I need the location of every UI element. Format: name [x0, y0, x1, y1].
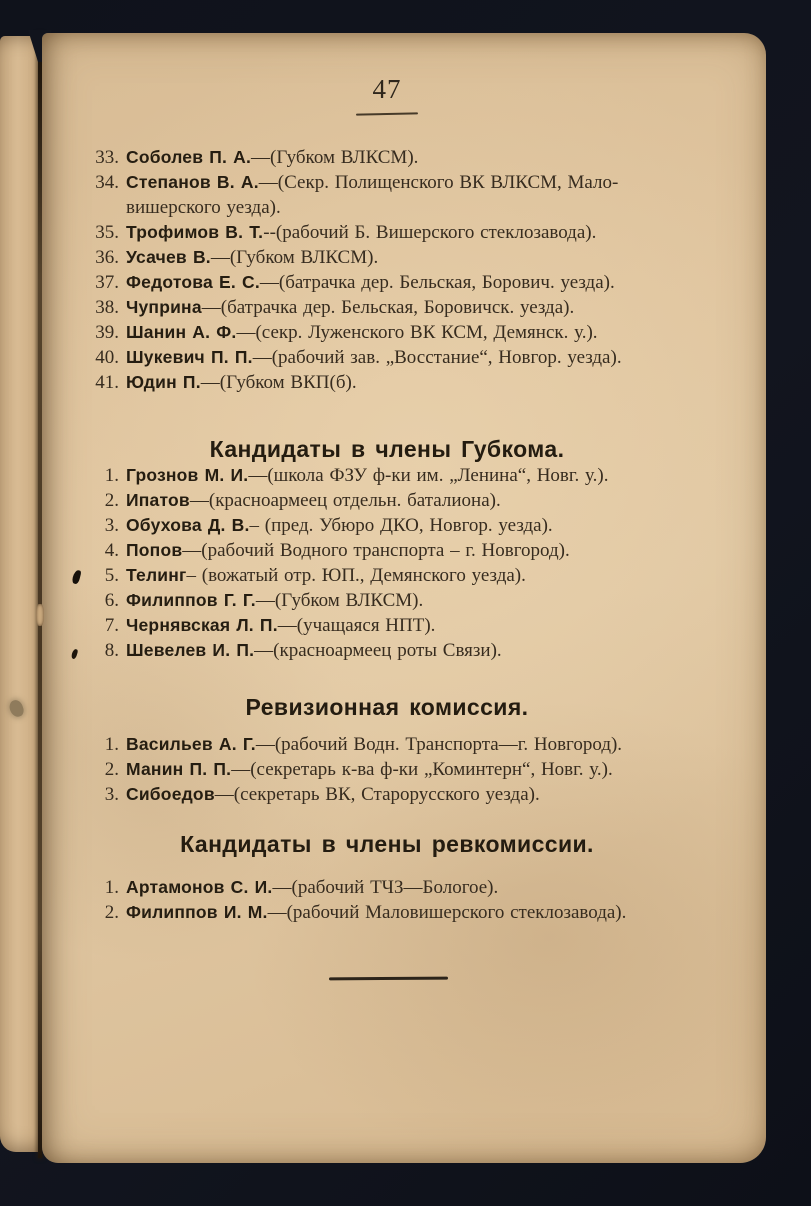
list-item [89, 732, 738, 757]
item-name: Чуприна [126, 297, 202, 317]
item-name: Попов [126, 540, 183, 560]
list-item [89, 170, 738, 220]
section-heading: Кандидаты в члены Губкома. [209, 436, 565, 462]
end-of-list-rule [329, 977, 448, 981]
item-description: —(красноармеец роты Связи). [254, 640, 502, 661]
item-description-continued: вишерского уезда). [126, 197, 281, 218]
list-item [89, 488, 738, 513]
item-description: —(Секр. Полищенского ВК ВЛКСМ, Мало- [258, 172, 619, 193]
item-number: 1. [104, 877, 119, 898]
item-number: 38. [95, 297, 119, 318]
list-item [89, 782, 738, 807]
item-name: Соболев П. А. [126, 147, 252, 167]
item-description: —(школа ФЗУ ф-ки им. „Ленина“, Новг. у.). [248, 465, 609, 486]
item-number: 1. [104, 465, 119, 486]
item-name: Обухова Д. В. [126, 515, 250, 535]
item-description: —(красноармеец отдельн. баталиона). [189, 490, 501, 511]
section-heading: Ревизионная комиссия. [245, 694, 529, 720]
item-number: 41. [95, 372, 119, 393]
item-description: – (пред. Убюро ДКО, Новгор. уезда). [249, 515, 553, 536]
item-name: Сибоедов [126, 784, 215, 804]
binding-stitch [36, 604, 44, 626]
document-page [42, 33, 766, 1163]
item-description: —(батрачка дер. Бельская, Боровичск. уезда). [201, 297, 575, 318]
item-number: 35. [95, 222, 119, 243]
item-name: Филиппов И. М. [126, 902, 268, 922]
item-number: 2. [104, 902, 119, 923]
list-item [89, 295, 738, 320]
item-description: —(рабочий Маловишерского стеклозавода). [267, 902, 627, 923]
list-item [89, 370, 738, 395]
list-item [89, 245, 738, 270]
list-item [89, 220, 738, 245]
page-number-underline [356, 112, 418, 115]
item-description: —(рабочий зав. „Восстание“, Новгор. уезда). [252, 347, 622, 368]
ink-mark [71, 569, 81, 584]
item-description: —(секр. Луженского ВК КСМ, Демянск. у.). [236, 322, 598, 343]
item-name: Трофимов В. Т. [126, 222, 264, 242]
facing-page-edge [0, 36, 40, 1152]
item-description: – (вожатый отр. ЮП., Демянского уезда). [186, 565, 526, 586]
page-number: 47 [372, 74, 402, 104]
item-description: —(секретарь ВК, Старорусского уезда). [214, 784, 540, 805]
item-description: —(Губком ВЛКСМ). [210, 247, 379, 268]
item-description: --(рабочий Б. Вишерского стеклозавода). [263, 222, 597, 243]
list-item [89, 320, 738, 345]
item-number: 40. [95, 347, 119, 368]
ink-mark [71, 648, 79, 659]
item-description: —(Губком ВКП(б). [200, 372, 357, 393]
list-item [89, 613, 738, 638]
item-number: 4. [104, 540, 119, 561]
item-number: 3. [104, 515, 119, 536]
list-item [89, 538, 738, 563]
item-name: Васильев А. Г. [126, 734, 256, 754]
list-item [89, 588, 738, 613]
item-number: 6. [104, 590, 119, 611]
item-number: 8. [104, 640, 119, 661]
item-name: Степанов В. А. [126, 172, 259, 192]
item-number: 7. [104, 615, 119, 636]
item-name: Грознов М. И. [126, 465, 249, 485]
item-number: 2. [104, 759, 119, 780]
item-name: Филиппов Г. Г. [126, 590, 256, 610]
item-description: —(рабочий Водн. Транспорта—г. Новгород). [255, 734, 623, 755]
item-name: Манин П. П. [126, 759, 232, 779]
item-number: 3. [104, 784, 119, 805]
list-item [89, 513, 738, 538]
item-number: 2. [104, 490, 119, 511]
list-item [89, 563, 738, 588]
item-description: —(рабочий ТЧЗ—Бологое). [272, 877, 499, 898]
item-description: —(рабочий Водного транспорта – г. Новгород). [182, 540, 570, 561]
list-item [89, 270, 738, 295]
list-item [89, 757, 738, 782]
item-name: Артамонов С. И. [126, 877, 273, 897]
item-name: Усачев В. [126, 247, 211, 267]
item-number: 1. [104, 734, 119, 755]
item-description: —(учащаяся НПТ). [277, 615, 436, 636]
item-number: 5. [104, 565, 119, 586]
list-item [89, 900, 738, 925]
item-description: —(Губком ВЛКСМ). [255, 590, 424, 611]
section-heading: Кандидаты в члены ревкомиссии. [180, 831, 594, 857]
item-name: Юдин П. [126, 372, 201, 392]
item-name: Чернявская Л. П. [126, 615, 278, 635]
item-number: 37. [95, 272, 119, 293]
item-name: Телинг [126, 565, 187, 585]
list-item [89, 345, 738, 370]
item-name: Шанин А. Ф. [126, 322, 237, 342]
list-item [89, 145, 738, 170]
item-name: Ипатов [126, 490, 190, 510]
item-description: —(секретарь к-ва ф-ки „Коминтерн“, Новг. у.). [231, 759, 613, 780]
list-item [89, 463, 738, 488]
item-number: 39. [95, 322, 119, 343]
item-number: 36. [95, 247, 119, 268]
list-item [89, 638, 738, 663]
item-number: 34. [95, 172, 119, 193]
item-description: —(Губком ВЛКСМ). [251, 147, 419, 168]
item-name: Федотова Е. С. [126, 272, 260, 292]
list-item [89, 875, 738, 900]
item-description: —(батрачка дер. Бельская, Борович. уезда). [259, 272, 615, 293]
item-name: Шевелев И. П. [126, 640, 255, 660]
item-name: Шукевич П. П. [126, 347, 253, 367]
item-number: 33. [95, 147, 119, 168]
